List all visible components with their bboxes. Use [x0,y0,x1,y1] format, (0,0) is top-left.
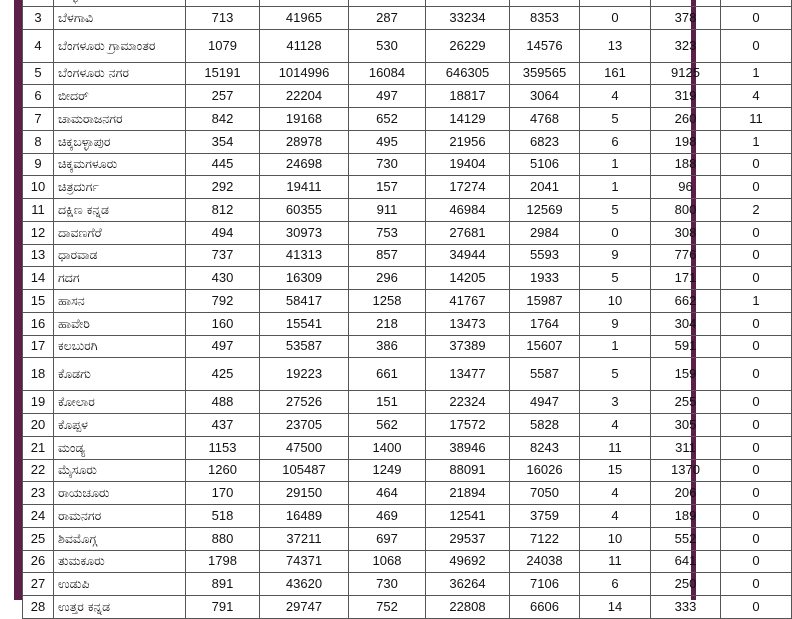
value-cell: 34944 [426,244,510,267]
value-cell: 494 [186,221,260,244]
value-cell: 38946 [426,436,510,459]
value-cell: 354 [186,130,260,153]
district-cell: ಮೈಸೂರು [54,459,186,482]
value-cell: 495 [349,130,426,153]
table-row [23,436,792,459]
value-cell: 19223 [260,358,349,391]
value-cell: 88091 [426,459,510,482]
serial-cell: 25 [23,527,54,550]
value-cell: 296 [349,267,426,290]
value-cell: 19411 [260,176,349,199]
value-cell: 33234 [426,6,510,29]
value-cell: 8353 [510,6,580,29]
value-cell: 0 [721,153,792,176]
value-cell: 661 [349,358,426,391]
value-cell: 27681 [426,221,510,244]
value-cell: 15607 [510,335,580,358]
value-cell: 4768 [510,108,580,131]
value-cell: 752 [349,596,426,619]
value-cell: 53587 [260,335,349,358]
value-cell: 29747 [260,596,349,619]
value-cell: 37389 [426,335,510,358]
value-cell: 14 [580,596,651,619]
value-cell: 812 [186,199,260,222]
value-cell: 160 [186,312,260,335]
value-cell: 842 [186,108,260,131]
serial-cell: 5 [23,62,54,85]
table-row [23,108,792,131]
value-cell: 58417 [260,290,349,313]
serial-cell: 13 [23,244,54,267]
value-cell: 22808 [426,596,510,619]
value-cell: 7106 [510,573,580,596]
value-cell: 0 [580,221,651,244]
table-body [23,0,792,618]
value-cell: 218 [349,312,426,335]
serial-cell: 12 [23,221,54,244]
value-cell: 0 [721,244,792,267]
value-cell: 0 [721,267,792,290]
value-cell: 7122 [510,527,580,550]
value-cell: 497 [349,85,426,108]
value-cell: 0 [721,29,792,62]
value-cell: 23705 [260,414,349,437]
district-cell: ಶಿವಮೊಗ್ಗ [54,527,186,550]
district-covid-table [22,0,792,619]
value-cell: 5 [580,199,651,222]
value-cell: 19404 [426,153,510,176]
table-row [23,482,792,505]
value-cell: 10 [580,290,651,313]
value-cell: 260 [651,108,721,131]
value-cell: 5 [580,358,651,391]
value-cell: 26229 [426,29,510,62]
value-cell: 1249 [349,459,426,482]
value-cell: 0 [721,176,792,199]
value-cell: 24698 [260,153,349,176]
value-cell: 4 [580,505,651,528]
district-cell: ಚಿತ್ರದುರ್ಗ [54,176,186,199]
value-cell: 3759 [510,505,580,528]
value-cell: 311 [651,436,721,459]
value-cell: 96 [651,176,721,199]
value-cell: 250 [651,573,721,596]
serial-cell: 24 [23,505,54,528]
value-cell: 430 [186,267,260,290]
value-cell: 753 [349,221,426,244]
value-cell: 171 [651,267,721,290]
value-cell: 378 [651,6,721,29]
value-cell: 12541 [426,505,510,528]
serial-cell: 10 [23,176,54,199]
value-cell: 1933 [510,267,580,290]
value-cell: 3 [580,391,651,414]
value-cell: 189 [651,505,721,528]
value-cell: 151 [349,391,426,414]
value-cell: 552 [651,527,721,550]
value-cell: 41313 [260,244,349,267]
value-cell: 737 [186,244,260,267]
value-cell: 333 [651,596,721,619]
value-cell: 41767 [426,290,510,313]
value-cell: 518 [186,505,260,528]
value-cell: 16084 [349,62,426,85]
value-cell: 18817 [426,85,510,108]
serial-cell: 23 [23,482,54,505]
value-cell: 319 [651,85,721,108]
value-cell: 1014996 [260,62,349,85]
serial-cell: 28 [23,596,54,619]
value-cell: 15987 [510,290,580,313]
serial-cell: 4 [23,29,54,62]
district-cell: ರಾಮನಗರ [54,505,186,528]
serial-cell: 22 [23,459,54,482]
value-cell: 27526 [260,391,349,414]
table-row [23,153,792,176]
value-cell: 646305 [426,62,510,85]
value-cell: 4 [721,85,792,108]
value-cell: 911 [349,199,426,222]
value-cell: 16309 [260,267,349,290]
table-row [23,267,792,290]
value-cell: 1 [721,130,792,153]
value-cell: 24038 [510,550,580,573]
value-cell: 445 [186,153,260,176]
district-cell: ಬೆಂಗಳೂರು ಗ್ರಾಮಾಂತರ [54,29,186,62]
value-cell: 2041 [510,176,580,199]
serial-cell: 17 [23,335,54,358]
value-cell: 4 [580,414,651,437]
value-cell: 5 [580,108,651,131]
district-cell: ದಕ್ಷಿಣ ಕನ್ನಡ [54,199,186,222]
district-cell: ಬೀದರ್ [54,85,186,108]
serial-cell: 18 [23,358,54,391]
value-cell: 0 [721,550,792,573]
table-row [23,221,792,244]
value-cell: 47500 [260,436,349,459]
value-cell: 15 [580,459,651,482]
value-cell: 1 [580,176,651,199]
value-cell: 857 [349,244,426,267]
value-cell: 13 [580,29,651,62]
serial-cell: 11 [23,199,54,222]
value-cell: 0 [721,358,792,391]
table-row [23,550,792,573]
district-cell: ದಾವಣಗೆರೆ [54,221,186,244]
value-cell: 5 [580,267,651,290]
value-cell: 43620 [260,573,349,596]
value-cell: 13473 [426,312,510,335]
value-cell: 0 [721,335,792,358]
value-cell: 17572 [426,414,510,437]
serial-cell: 8 [23,130,54,153]
value-cell: 16489 [260,505,349,528]
value-cell: 3064 [510,85,580,108]
value-cell: 19168 [260,108,349,131]
value-cell: 255 [651,391,721,414]
district-cell: ಚಿಕ್ಕಮಗಳೂರು [54,153,186,176]
serial-cell: 3 [23,6,54,29]
value-cell: 497 [186,335,260,358]
value-cell: 0 [721,312,792,335]
district-cell: ಧಾರವಾಡ [54,244,186,267]
value-cell: 1 [721,62,792,85]
value-cell: 188 [651,153,721,176]
district-cell: ಹಾವೇರಿ [54,312,186,335]
value-cell: 464 [349,482,426,505]
value-cell: 304 [651,312,721,335]
district-cell: ತುಮಕೂರು [54,550,186,573]
value-cell: 105487 [260,459,349,482]
value-cell: 2 [721,199,792,222]
value-cell: 5593 [510,244,580,267]
value-cell: 4 [580,482,651,505]
value-cell: 170 [186,482,260,505]
value-cell: 10 [580,527,651,550]
value-cell: 29150 [260,482,349,505]
value-cell: 730 [349,153,426,176]
table-row [23,29,792,62]
value-cell: 4 [580,85,651,108]
value-cell: 1258 [349,290,426,313]
value-cell: 0 [721,505,792,528]
district-cell: ಉತ್ತರ ಕನ್ನಡ [54,596,186,619]
table-row [23,130,792,153]
value-cell: 9 [580,312,651,335]
value-cell: 11 [721,108,792,131]
value-cell: 891 [186,573,260,596]
district-cell: ಚಾಮರಾಜನಗರ [54,108,186,131]
value-cell: 308 [651,221,721,244]
value-cell: 0 [721,221,792,244]
value-cell: 37211 [260,527,349,550]
value-cell: 28978 [260,130,349,153]
value-cell: 4947 [510,391,580,414]
value-cell: 5587 [510,358,580,391]
value-cell: 287 [349,6,426,29]
district-cell: ಹಾಸನ [54,290,186,313]
serial-cell: 26 [23,550,54,573]
table-row [23,290,792,313]
value-cell: 662 [651,290,721,313]
value-cell: 1400 [349,436,426,459]
value-cell: 74371 [260,550,349,573]
table-row [23,335,792,358]
table-row [23,62,792,85]
table-row [23,358,792,391]
value-cell: 11 [580,550,651,573]
value-cell: 22204 [260,85,349,108]
value-cell: 305 [651,414,721,437]
serial-cell: 16 [23,312,54,335]
value-cell: 14205 [426,267,510,290]
value-cell: 14576 [510,29,580,62]
value-cell: 730 [349,573,426,596]
table-row [23,6,792,29]
value-cell: 425 [186,358,260,391]
value-cell: 0 [721,573,792,596]
district-cell: ಬೆಂಗಳೂರು ನಗರ [54,62,186,85]
value-cell: 0 [721,459,792,482]
value-cell: 0 [721,6,792,29]
value-cell: 776 [651,244,721,267]
value-cell: 292 [186,176,260,199]
value-cell: 1079 [186,29,260,62]
value-cell: 6606 [510,596,580,619]
value-cell: 5106 [510,153,580,176]
value-cell: 1 [721,290,792,313]
value-cell: 30973 [260,221,349,244]
serial-cell: 9 [23,153,54,176]
value-cell: 791 [186,596,260,619]
district-cell: ಕೊಪ್ಪಳ [54,414,186,437]
value-cell: 6 [580,573,651,596]
value-cell: 1764 [510,312,580,335]
value-cell: 0 [721,527,792,550]
table-row [23,199,792,222]
table-row [23,176,792,199]
value-cell: 0 [721,391,792,414]
serial-cell: 21 [23,436,54,459]
value-cell: 530 [349,29,426,62]
value-cell: 0 [580,6,651,29]
value-cell: 1 [580,153,651,176]
value-cell: 8243 [510,436,580,459]
value-cell: 0 [721,596,792,619]
value-cell: 41965 [260,6,349,29]
value-cell: 46984 [426,199,510,222]
serial-cell: 19 [23,391,54,414]
value-cell: 697 [349,527,426,550]
value-cell: 0 [721,482,792,505]
value-cell: 1260 [186,459,260,482]
value-cell: 469 [349,505,426,528]
value-cell: 880 [186,527,260,550]
value-cell: 7050 [510,482,580,505]
district-cell: ಕೋಲಾರ [54,391,186,414]
table-row [23,312,792,335]
table-row [23,85,792,108]
table-row [23,459,792,482]
value-cell: 17274 [426,176,510,199]
value-cell: 60355 [260,199,349,222]
value-cell: 792 [186,290,260,313]
value-cell: 9125 [651,62,721,85]
serial-cell: 27 [23,573,54,596]
value-cell: 9 [580,244,651,267]
value-cell: 161 [580,62,651,85]
serial-cell: 14 [23,267,54,290]
value-cell: 2984 [510,221,580,244]
value-cell: 15541 [260,312,349,335]
district-cell: ರಾಯಚೂರು [54,482,186,505]
value-cell: 1153 [186,436,260,459]
district-cell: ಚಿಕ್ಕಬಳ್ಳಾಪುರ [54,130,186,153]
value-cell: 21894 [426,482,510,505]
value-cell: 488 [186,391,260,414]
value-cell: 562 [349,414,426,437]
value-cell: 437 [186,414,260,437]
district-cell: ಕಲಬುರಗಿ [54,335,186,358]
value-cell: 6823 [510,130,580,153]
value-cell: 12569 [510,199,580,222]
district-cell: ಮಂಡ್ಯ [54,436,186,459]
value-cell: 713 [186,6,260,29]
value-cell: 15191 [186,62,260,85]
value-cell: 359565 [510,62,580,85]
value-cell: 159 [651,358,721,391]
value-cell: 11 [580,436,651,459]
district-table-wrap [22,0,763,619]
value-cell: 157 [349,176,426,199]
value-cell: 14129 [426,108,510,131]
value-cell: 386 [349,335,426,358]
value-cell: 21956 [426,130,510,153]
value-cell: 41128 [260,29,349,62]
value-cell: 641 [651,550,721,573]
value-cell: 1 [580,335,651,358]
value-cell: 1798 [186,550,260,573]
district-cell: ಬೆಳಗಾವಿ [54,6,186,29]
table-row [23,414,792,437]
value-cell: 591 [651,335,721,358]
value-cell: 0 [721,436,792,459]
value-cell: 1370 [651,459,721,482]
table-row [23,391,792,414]
table-row [23,573,792,596]
value-cell: 6 [580,130,651,153]
value-cell: 16026 [510,459,580,482]
value-cell: 36264 [426,573,510,596]
value-cell: 323 [651,29,721,62]
value-cell: 800 [651,199,721,222]
table-row [23,527,792,550]
district-cell: ಕೊಡಗು [54,358,186,391]
value-cell: 5828 [510,414,580,437]
value-cell: 257 [186,85,260,108]
value-cell: 22324 [426,391,510,414]
serial-cell: 20 [23,414,54,437]
value-cell: 206 [651,482,721,505]
serial-cell: 15 [23,290,54,313]
value-cell: 652 [349,108,426,131]
value-cell: 13477 [426,358,510,391]
value-cell: 0 [721,414,792,437]
table-row [23,505,792,528]
district-cell: ಗದಗ [54,267,186,290]
district-cell: ಉಡುಪಿ [54,573,186,596]
value-cell: 29537 [426,527,510,550]
value-cell: 198 [651,130,721,153]
serial-cell: 7 [23,108,54,131]
value-cell: 49692 [426,550,510,573]
page-border-left [14,0,22,600]
table-row [23,244,792,267]
value-cell: 1068 [349,550,426,573]
serial-cell: 6 [23,85,54,108]
table-row [23,596,792,619]
